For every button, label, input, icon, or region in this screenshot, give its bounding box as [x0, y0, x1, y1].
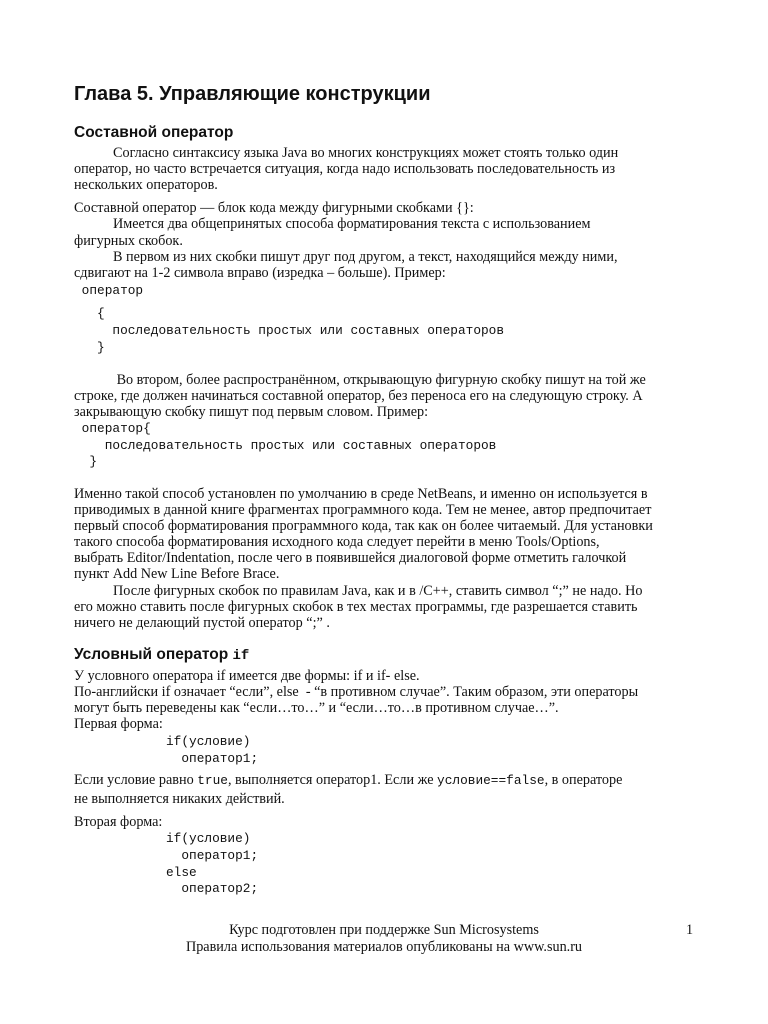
footer-line: Курс подготовлен при поддержке Sun Microsystems	[229, 922, 539, 938]
code-line: последовательность простых или составных операторов	[74, 438, 497, 453]
text-run: Если условие равно	[74, 772, 198, 788]
paragraph-line: такого способа форматирования исходного кода следует перейти в меню Tools/Options,	[74, 534, 600, 550]
paragraph-line: В первом из них скобки пишут друг под другом, а текст, находящийся между ними,	[74, 249, 618, 265]
paragraph-line: Согласно синтаксису языка Java во многих конструкциях может стоять только один	[74, 145, 619, 161]
paragraph-line: ничего не делающий пустой оператор “;” .	[74, 615, 330, 631]
paragraph-line: Именно такой способ установлен по умолчанию в среде NetBeans, и именно он используется в	[74, 486, 648, 502]
code-line: оператор1;	[166, 848, 259, 863]
paragraph-line: не выполняется никаких действий.	[74, 791, 285, 807]
paragraph-line: могут быть переведены как “если…то…” и “если…то…в противном случае…”.	[74, 700, 559, 716]
paragraph-line: нескольких операторов.	[74, 177, 218, 193]
text-run: , в операторе	[544, 772, 623, 788]
text-run: , выполняется оператор1. Если же	[227, 772, 438, 788]
paragraph-line: Первая форма:	[74, 716, 163, 732]
code-line: else	[166, 865, 197, 880]
footer-line: Правила использования материалов опубликованы на www.sun.ru	[185, 939, 583, 955]
paragraph-line: Вторая форма:	[74, 814, 163, 830]
code-line: }	[74, 454, 98, 469]
heading-text: Условный оператор	[74, 646, 233, 663]
paragraph-line: пункт Add New Line Before Brace.	[74, 566, 280, 582]
paragraph-line: сдвигают на 1-2 символа вправо (изредка – больше). Пример:	[74, 265, 446, 281]
code-line: оператор{	[74, 421, 151, 436]
code-line: последовательность простых или составных операторов	[74, 323, 505, 338]
paragraph-line: По-английски if означает “если”, else - “в противном случае”. Таким образом, эти операторы	[74, 684, 639, 700]
inline-code: true	[197, 773, 228, 788]
paragraph-line: фигурных скобок.	[74, 233, 183, 249]
page-number: 1	[686, 922, 694, 938]
code-line: {	[74, 306, 105, 321]
heading-code: if	[232, 648, 250, 664]
code-line: if(условие)	[166, 831, 251, 846]
code-line: оператор2;	[166, 881, 259, 896]
paragraph-line: строке, где должен начинаться составной оператор, без переноса его на следующую строку. А	[74, 388, 643, 404]
code-line: }	[74, 340, 105, 355]
paragraph-line: выбрать Editor/Indentation, после чего в появившейся диалоговой форме отметить галочкой	[74, 550, 627, 566]
paragraph-line: Составной оператор — блок кода между фигурными скобками {}:	[74, 200, 474, 216]
paragraph-line: Имеется два общепринятых способа форматирования текста с использованием	[74, 216, 591, 232]
paragraph-line: После фигурных скобок по правилам Java, как и в /C++, ставить символ “;” не надо. Но	[74, 583, 643, 599]
code-line: оператор1;	[166, 751, 259, 766]
section-heading-compound: Составной оператор	[74, 124, 234, 141]
code-line: оператор	[74, 283, 144, 298]
paragraph-line: первый способ форматирования программного кода, так как он более читаемый. Для установки	[74, 518, 653, 534]
section-heading-if	[74, 646, 249, 664]
paragraph-line	[74, 772, 622, 789]
paragraph-line: У условного оператора if имеется две формы: if и if- else.	[74, 668, 420, 684]
paragraph-line: закрывающую скобку пишут под первым словом. Пример:	[74, 404, 429, 420]
paragraph-line: оператор, но часто встречается ситуация, когда надо использовать последовательность из	[74, 161, 616, 177]
chapter-title: Глава 5. Управляющие конструкции	[74, 83, 431, 105]
inline-code: условие==false	[437, 773, 545, 788]
paragraph-line: приводимых в данной книге фрагментах программного кода. Тем не менее, автор предпочитает	[74, 502, 652, 518]
code-line: if(условие)	[166, 734, 251, 749]
paragraph-line: его можно ставить после фигурных скобок в тех местах программы, где разрешается ставить	[74, 599, 638, 615]
paragraph-line: Во втором, более распространённом, открывающую фигурную скобку пишут на той же	[74, 372, 646, 388]
